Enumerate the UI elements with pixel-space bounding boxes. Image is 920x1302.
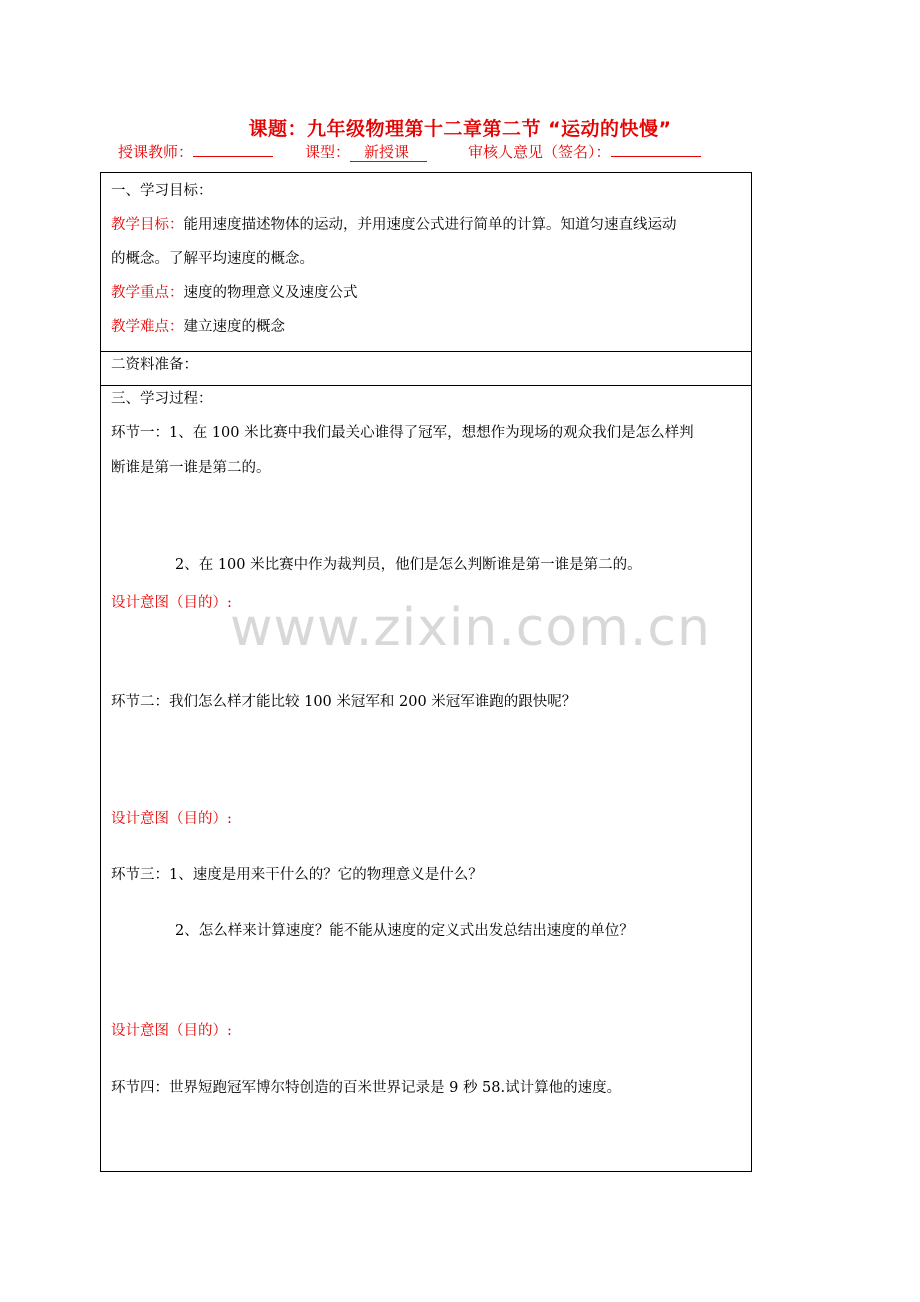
step3-question-1: 环节三：1、速度是用来干什么的？它的物理意义是什么？: [111, 867, 483, 883]
key-label: 教学重点：: [111, 285, 184, 301]
teacher-field: [118, 141, 273, 162]
page-title: 课题：九年级物理第十二章第二节 “运动的快慢”: [248, 118, 672, 140]
goal-line-2: 的概念。了解平均速度的概念。: [111, 251, 314, 267]
step2-line: 环节二：我们怎么样才能比较 100 米冠军和 200 米冠军谁跑的跟快呢？: [111, 694, 577, 710]
key-point-line: [111, 283, 358, 303]
step1-question-2: 2、在 100 米比赛中作为裁判员，他们是怎么判断谁是第一谁是第二的。: [175, 557, 642, 573]
lesson-table: [100, 172, 752, 1172]
step1-line-1: 环节一：1、在 100 米比赛中我们最关心谁得了冠军，想想作为现场的观众我们是怎么样判: [111, 425, 694, 441]
review-blank: [611, 142, 701, 157]
step1-line-2: 断谁是第一谁是第二的。: [111, 460, 271, 476]
key-text: 速度的物理意义及速度公式: [183, 285, 358, 301]
watermark-text: www.zixin.com.cn: [230, 598, 711, 658]
difficulty-text: 建立速度的概念: [183, 319, 285, 335]
teacher-blank: [193, 142, 273, 157]
goal-label: 教学目标：: [111, 217, 184, 233]
design-intent-2: 设计意图（目的）:: [111, 811, 232, 827]
review-field: [468, 141, 701, 162]
teacher-label: 授课教师：: [118, 143, 194, 161]
process-heading: 三、学习过程：: [111, 391, 213, 407]
goals-heading: 一、学习目标：: [111, 183, 213, 199]
lesson-type-label: 课型：: [305, 143, 351, 161]
goal-text-1: 能用速度描述物体的运动，并用速度公式进行简单的计算。知道匀速直线运动: [183, 217, 677, 233]
lesson-type-field: [305, 141, 427, 162]
goal-line-1: [111, 215, 677, 235]
lesson-type-value: 新授课: [350, 143, 427, 162]
difficulty-label: 教学难点：: [111, 319, 184, 335]
materials-heading: 二资料准备：: [111, 357, 198, 373]
step3-question-2: 2、怎么样来计算速度？能不能从速度的定义式出发总结出速度的单位？: [175, 923, 634, 939]
design-intent-3: 设计意图（目的）:: [111, 1023, 232, 1039]
step4-line: 环节四：世界短跑冠军博尔特创造的百米世界记录是 9 秒 58.试计算他的速度。: [111, 1080, 622, 1096]
design-intent-1: 设计意图（目的）:: [111, 595, 232, 611]
row-divider-2: [101, 385, 751, 386]
row-divider-1: [101, 351, 751, 352]
review-label: 审核人意见（签名）：: [468, 143, 611, 161]
difficulty-line: [111, 317, 285, 337]
